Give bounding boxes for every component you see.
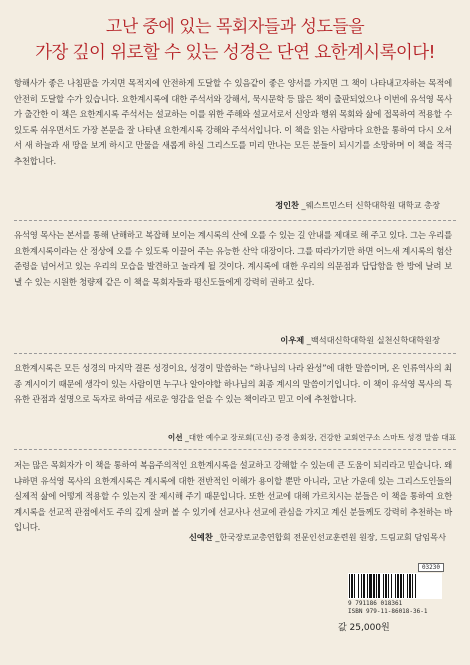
endorsement-2-title: _백석대신학대학원 실천신학대학원장	[306, 335, 440, 345]
divider-2	[14, 353, 456, 354]
endorsement-4-text: 저는 많은 목회자가 이 책을 통하여 복음주의적인 요한계시록을 설교하고 강해할 수 있는데 큰 도움이 되리라고 믿습니다. 왜냐하면 유석영 목사의 요한계시록은 계시록에 대한 전반적인 이해가 용이할 뿐만 아니라, 고난 가운데 있는 그리스도인들의 실제적 삶에 어떻게 적용할 수 있는지 잘 제시해 주기 때문입니다. 또한 선교에 대해 가르치시는 분들은 이 책을 통하여 요한계시록을 선교적 관점에서도 주의 깊게 살펴 볼 수 있기에 선교사나 선교에 관심을 가지고 계신 분들께도 강력히 추천하는 바입니다.	[14, 460, 452, 533]
headline-line-1: 고난 중에 있는 목회자들과 성도들을	[105, 17, 365, 37]
endorsement-1-name: 정인찬	[275, 200, 299, 210]
endorsement-4-title: _한국장로교총연합회 전문인선교훈련원 원장, 드림교회 담임목사	[215, 532, 446, 542]
endorsement-3-text: 요한계시록은 모든 성경의 마지막 결론 성경이요, 성경이 말씀하는 “하나님의 나라 완성”에 대한 말씀이며, 온 인류역사의 최종 계시이기 때문에 생각이 있는 사람이면 누구나 알아야할 하나님의 최종 계시의 말씀이기입니다. 이 책이 유석영 목사의 특유한 관점과 설명으로 독자로 하여금 새로운 영감을 얻을 수 있는 책이라고 믿고 이에 추천합니다.	[14, 363, 452, 405]
endorsement-2-text: 유석영 목사는 본서를 통해 난해하고 복잡해 보이는 계시록의 산에 오를 수 있는 길 안내를 제대로 해 주고 있다. 그는 우리를 요한계시록이라는 산 정상에 오를 수 있도록 이끌어 주는 유능한 산악 대장이다. 그를 따라가기만 하면 어느새 계시록의 험산 준령을 넘어서고 있는 우리의 모습을 발견하고 놀라게 될 것이다. 계시록에 대한 우리의 의문점과 답답함을 한 방에 날려 보낼 수 있는 시원한 청량제 같은 이 책을 목회자들과 평신도들에게 강력히 권하고 싶다.	[14, 230, 452, 287]
barcode	[326, 563, 444, 615]
barcode-digits: 9 791186 018361	[348, 600, 403, 607]
endorsement-1-title: _웨스트민스터 신학대학원 대학교 총장	[301, 200, 440, 210]
endorsement-2-name: 이우제	[280, 335, 305, 345]
isbn-number: ISBN 979-11-86018-36-1	[348, 608, 428, 615]
endorsement-2-signature	[280, 335, 440, 346]
endorsement-4-name: 신예찬	[189, 532, 213, 542]
divider-1	[14, 220, 456, 221]
price: 값 25,000원	[338, 623, 390, 633]
endorsement-3-name: 이선	[167, 433, 183, 442]
headline	[0, 14, 470, 67]
endorsement-1-text: 항해사가 좋은 나침판을 가지면 목적지에 안전하게 도달할 수 있음같이 좋은 양서를 가지면 그 책이 나타내고자하는 목적에 안전히 도달할 수가 있습니다. 요한계시록에 대한 주석서와 강해서, 묵시문학 등 많은 책이 출판되었으나 이번에 유석영 목사가 출간한 이 책은 요한계시록 주석서는 설교하는 이를 위한 주해와 설교서로서 신앙과 행위 목회와 삶에 접목하여 적용할 수 있도록 쉬우면서도 가장 본문을 잘 나타낸 요한계시록 강해와 주석서입니다. 이 책을 읽는 사람마다 요한을 통하여 다시 오셔서 새 하늘과 새 땅을 보게 하시고 만물을 새롭게 하실 그리스도를 미리 만나는 모든 분들이 되시기를 소망하며 이 책을 적극 추천합니다.	[14, 78, 452, 166]
divider-3	[14, 449, 456, 450]
endorsement-3-title: _대한 예수교 장로회(고신) 증경 총회장, 건강한 교회연구소 스마트 성경 말씀 대표	[184, 433, 456, 442]
barcode-bars	[348, 573, 442, 599]
headline-line-2: 가장 깊이 위로할 수 있는 성경은 단연 요한계시록이다!	[35, 43, 435, 63]
endorsement-4-signature	[189, 532, 446, 543]
endorsement-1-signature	[275, 200, 440, 211]
barcode-addon: 03230	[418, 563, 444, 572]
endorsement-3-signature	[168, 432, 456, 443]
